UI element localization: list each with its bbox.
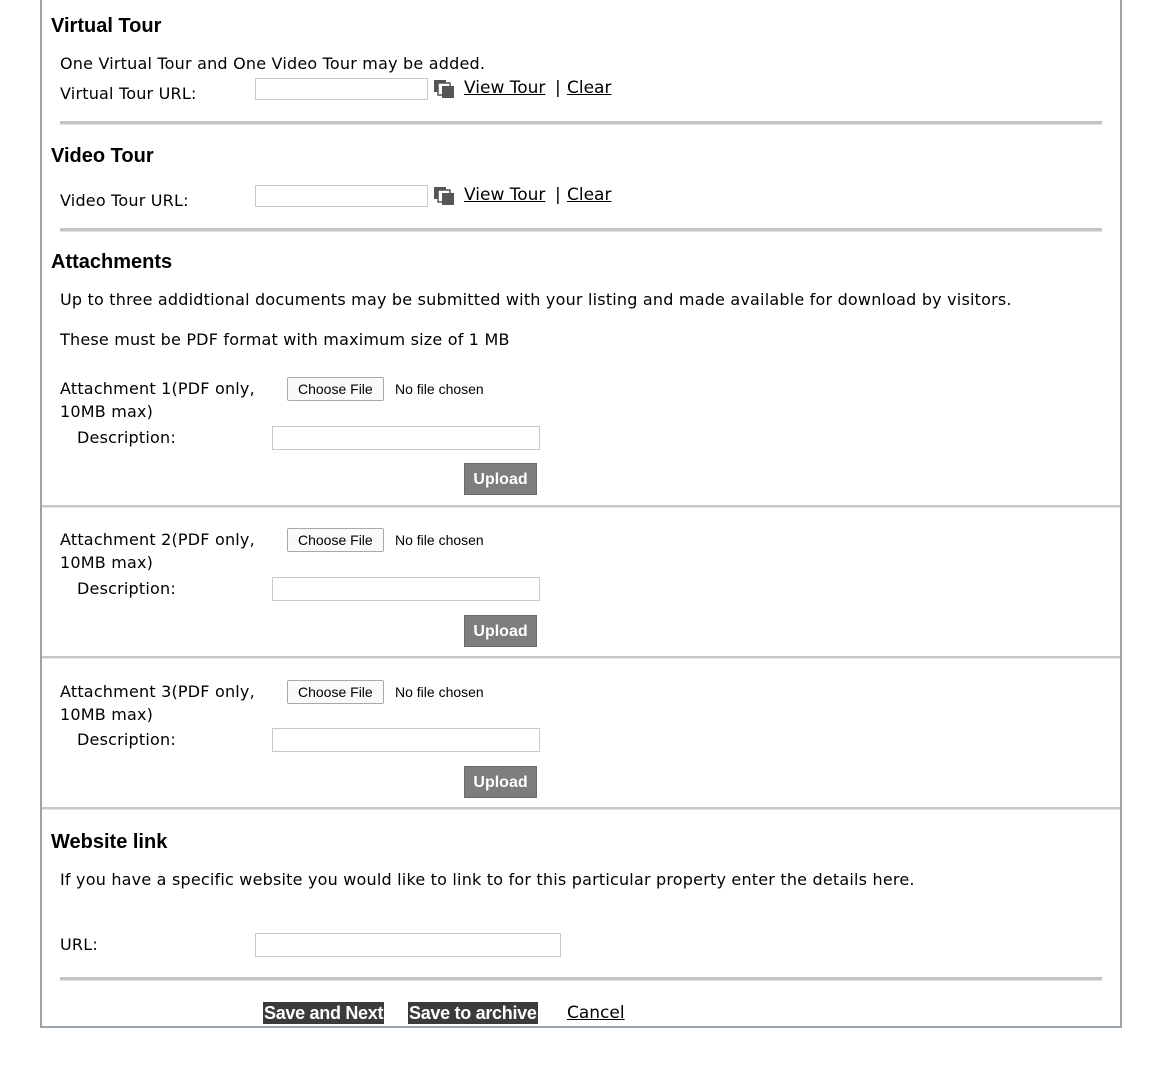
save-to-archive-button[interactable]: Save to archive — [409, 1003, 537, 1023]
attachment-3-label: Attachment 3(PDF only, — [60, 682, 255, 701]
attachment-3-upload-button[interactable]: Upload — [464, 766, 537, 798]
virtual-tour-view-link[interactable]: View Tour — [464, 78, 546, 98]
divider — [60, 228, 1102, 232]
attachment-separator — [42, 656, 1120, 659]
link-separator: | — [555, 185, 561, 205]
attachments-format-note: These must be PDF format with maximum size of 1 MB — [60, 330, 510, 349]
attachment-3-description-label: Description: — [77, 730, 176, 749]
attachment-3-choose-file-button[interactable]: Choose File — [287, 680, 384, 704]
attachment-3-file-status: No file chosen — [395, 684, 484, 700]
attachment-1-label-size: 10MB max) — [60, 402, 154, 421]
save-and-next-button[interactable]: Save and Next — [264, 1003, 384, 1023]
attachment-1-description-input[interactable] — [272, 426, 540, 450]
attachment-2-label: Attachment 2(PDF only, — [60, 530, 255, 549]
website-link-heading: Website link — [51, 831, 168, 853]
link-separator: | — [555, 78, 561, 98]
attachment-1-choose-file-button[interactable]: Choose File — [287, 377, 384, 401]
video-tour-heading: Video Tour — [51, 145, 154, 167]
attachment-1-description-label: Description: — [77, 428, 176, 447]
website-url-input[interactable] — [255, 933, 561, 957]
website-url-label: URL: — [60, 935, 98, 954]
virtual-tour-note: One Virtual Tour and One Video Tour may be added. — [60, 54, 486, 73]
copy-icon[interactable] — [433, 186, 455, 206]
attachment-2-file-status: No file chosen — [395, 532, 484, 548]
attachment-2-description-input[interactable] — [272, 577, 540, 601]
virtual-tour-clear-link[interactable]: Clear — [567, 78, 612, 98]
divider — [60, 977, 1102, 981]
virtual-tour-url-label: Virtual Tour URL: — [60, 84, 197, 103]
attachment-separator — [42, 505, 1120, 508]
cancel-link[interactable]: Cancel — [567, 1003, 625, 1023]
attachment-2-choose-file-button[interactable]: Choose File — [287, 528, 384, 552]
divider — [60, 121, 1102, 125]
attachment-3-description-input[interactable] — [272, 728, 540, 752]
video-tour-view-link[interactable]: View Tour — [464, 185, 546, 205]
attachment-separator — [42, 807, 1120, 810]
attachment-3-label-size: 10MB max) — [60, 705, 154, 724]
video-tour-clear-link[interactable]: Clear — [567, 185, 612, 205]
attachment-2-label-size: 10MB max) — [60, 553, 154, 572]
attachment-2-upload-button[interactable]: Upload — [464, 615, 537, 647]
virtual-tour-url-input[interactable] — [255, 78, 428, 100]
video-tour-url-input[interactable] — [255, 185, 428, 207]
website-link-note: If you have a specific website you would like to link to for this particular property enter the details here. — [60, 870, 915, 889]
attachments-intro: Up to three addidtional documents may be submitted with your listing and made available for download by visitors. — [60, 290, 1012, 309]
video-tour-url-label: Video Tour URL: — [60, 191, 189, 210]
attachment-1-file-status: No file chosen — [395, 381, 484, 397]
attachment-2-description-label: Description: — [77, 579, 176, 598]
virtual-tour-heading: Virtual Tour — [51, 15, 162, 37]
copy-icon[interactable] — [433, 79, 455, 99]
attachment-1-label: Attachment 1(PDF only, — [60, 379, 255, 398]
attachments-heading: Attachments — [51, 251, 173, 273]
attachment-1-upload-button[interactable]: Upload — [464, 463, 537, 495]
